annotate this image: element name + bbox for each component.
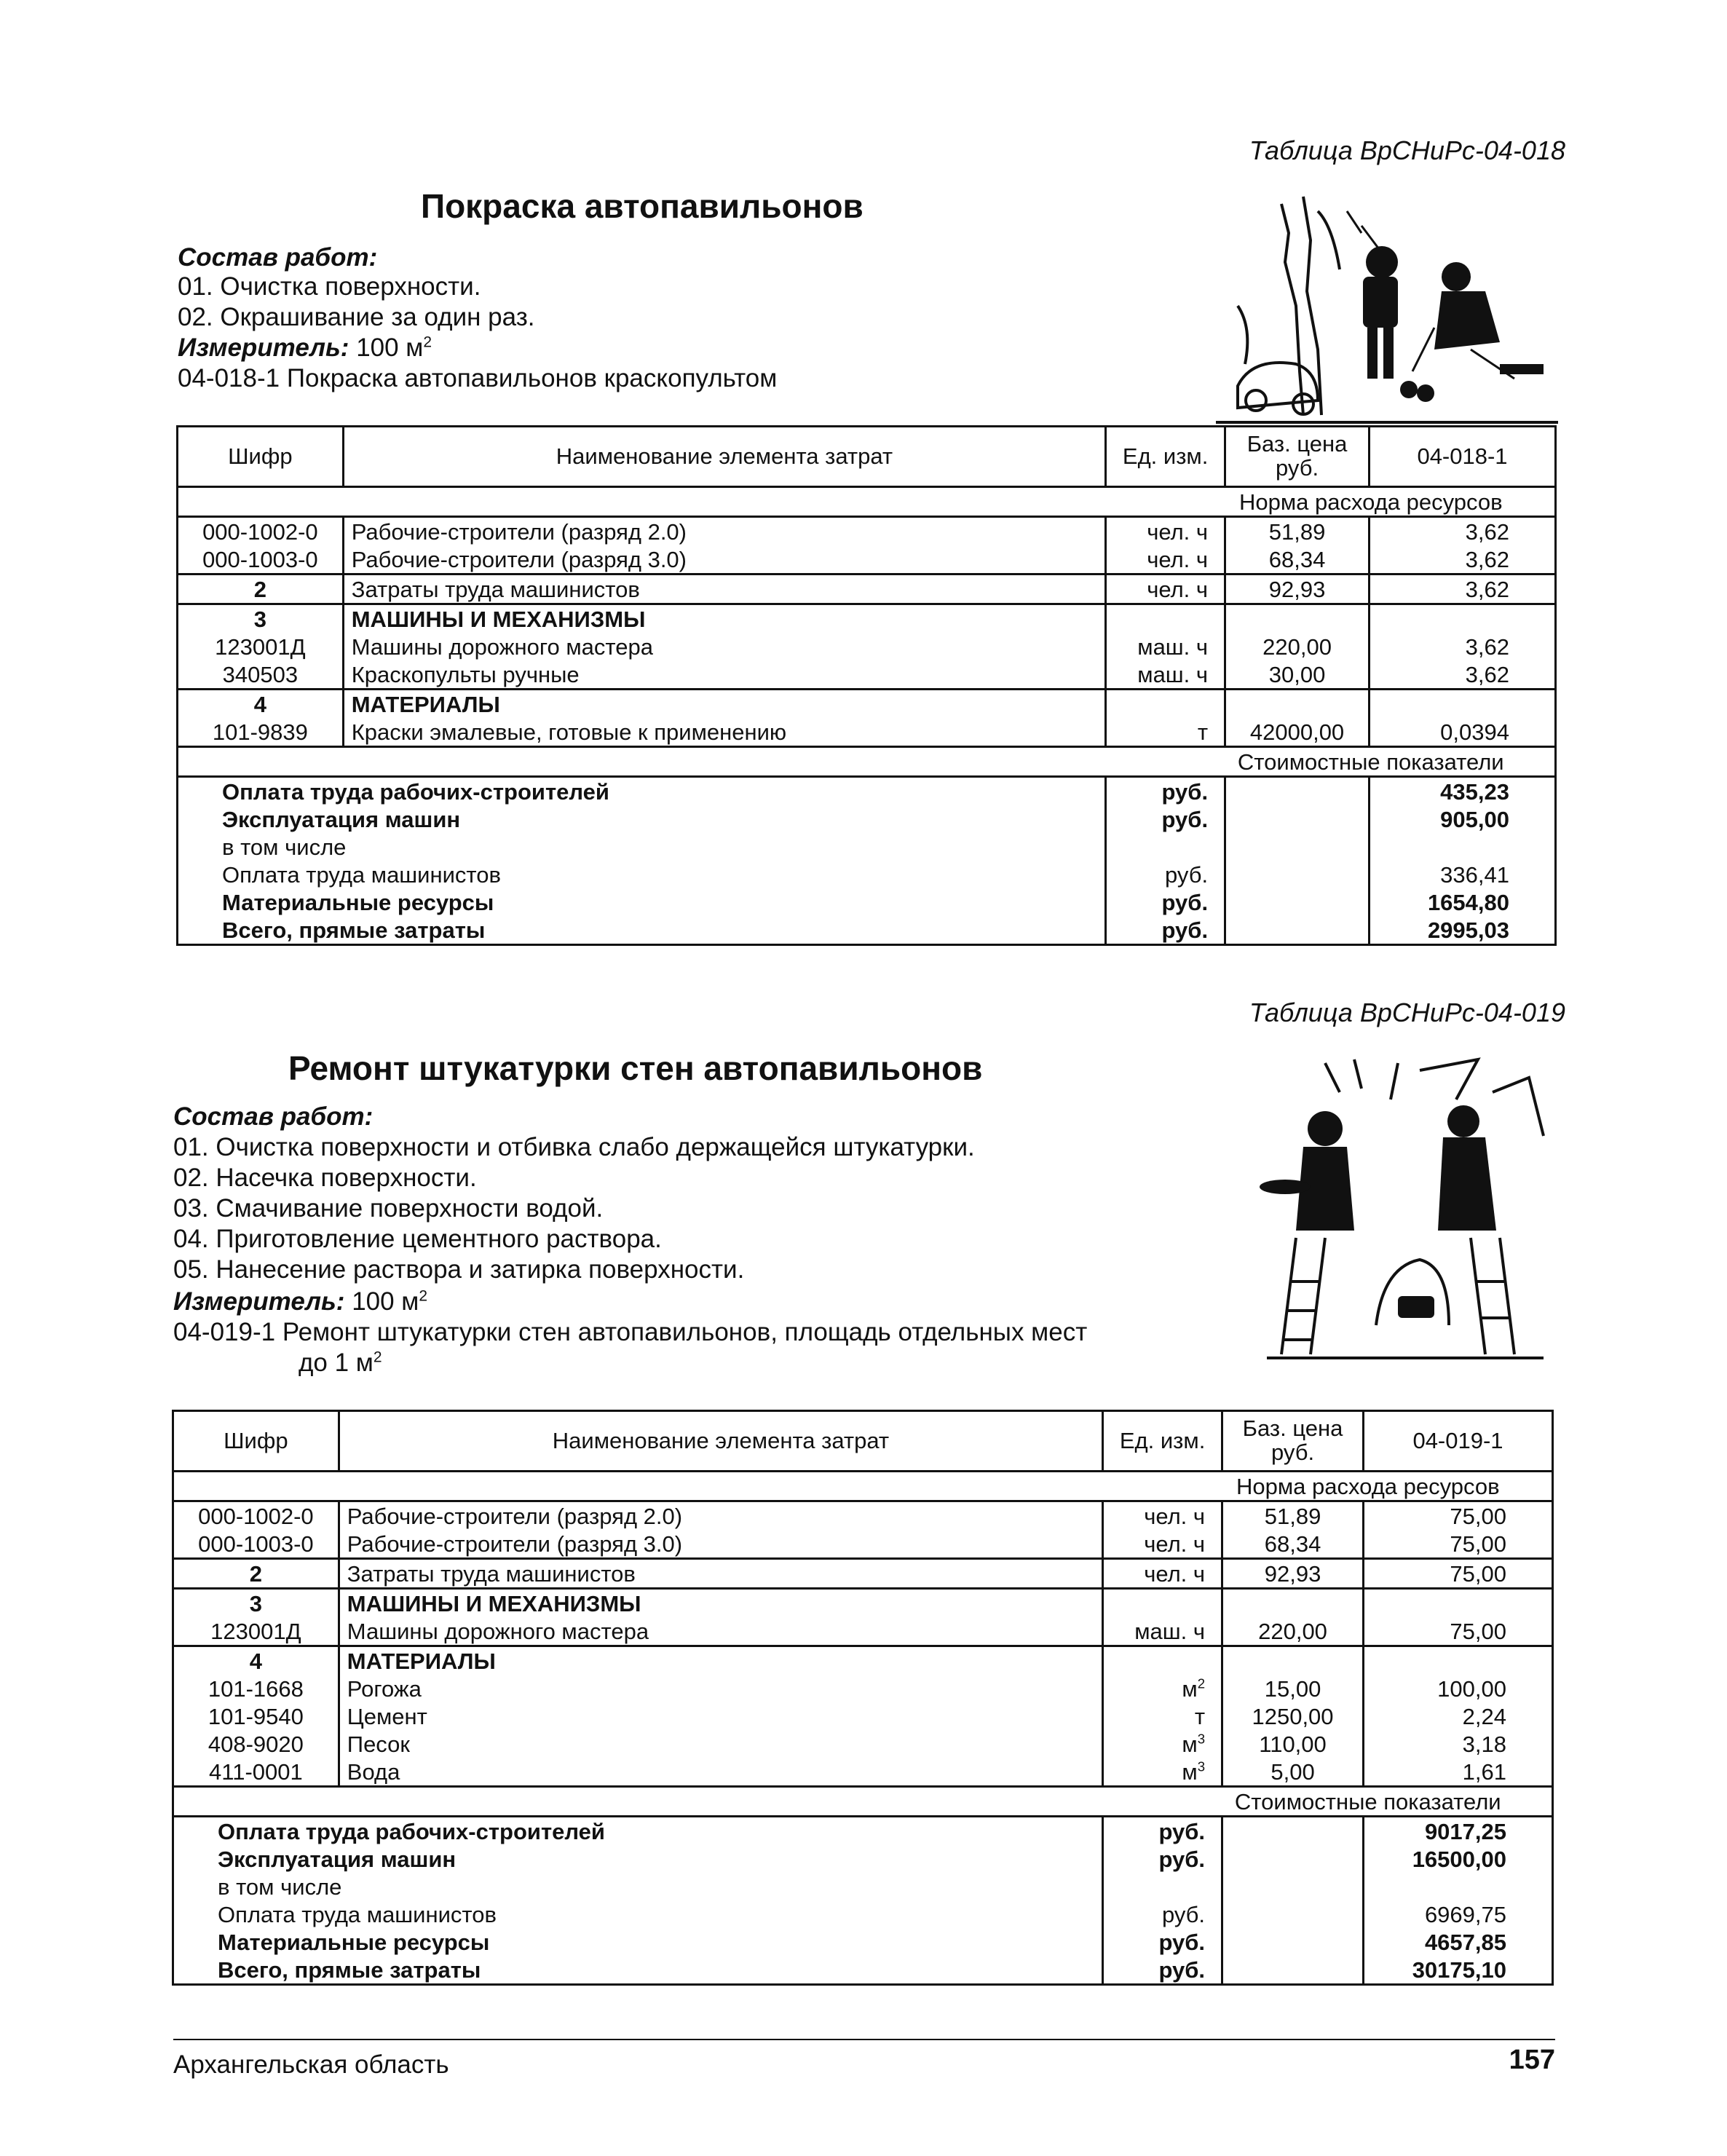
cost-label: Стоимостные показатели	[1225, 747, 1556, 777]
meter-line-018	[178, 333, 432, 363]
cost-row: Эксплуатация машин руб. 16500,00	[173, 1845, 1553, 1873]
table-row: 101-1668 Рогожа $м^2$ 15,00 100,00	[173, 1675, 1553, 1702]
header-code: Шифр	[173, 1411, 339, 1472]
meter-label: Измеритель:	[178, 333, 349, 362]
section-title-019: Ремонт штукатурки стен автопавильонов	[288, 1049, 983, 1087]
header-norm-code: 04-019-1	[1364, 1411, 1553, 1472]
table-row: 123001Д Машины дорожного мастера маш. ч 220,00 75,00	[173, 1617, 1553, 1646]
norm-label: Норма расхода ресурсов	[1222, 1472, 1553, 1501]
composition-label-018: Состав работ:	[178, 243, 378, 272]
meter-value: 100 м	[352, 1287, 419, 1316]
header-name: Наименование элемента затрат	[339, 1411, 1102, 1472]
plastering-workers-illustration	[1252, 1049, 1558, 1362]
cost-section-row	[178, 747, 1556, 777]
norm-section-row	[178, 487, 1556, 517]
step-019-2: 02. Насечка поверхности.	[173, 1164, 477, 1192]
cost-row: Всего, прямые затраты руб. 2995,03	[178, 916, 1556, 945]
code-line-018: 04-018-1 Покраска автопавильонов краскопультом	[178, 364, 778, 392]
step-018-1: 01. Очистка поверхности.	[178, 272, 481, 301]
composition-label-019: Состав работ:	[173, 1102, 374, 1131]
norm-label: Норма расхода ресурсов	[1225, 487, 1556, 517]
table-caption-018: Таблица ВрСНиРс-04-018	[1249, 135, 1565, 165]
header-norm-code: 04-018-1	[1370, 427, 1556, 487]
table-row: 000-1002-0 Рабочие-строители (разряд 2.0) чел. ч 51,89 3,62	[178, 517, 1556, 546]
table-row: 000-1003-0 Рабочие-строители (разряд 3.0) чел. ч 68,34 75,00	[173, 1530, 1553, 1559]
cost-table-018	[176, 425, 1557, 946]
cost-row: в том числе	[173, 1873, 1553, 1900]
step-019-3: 03. Смачивание поверхности водой.	[173, 1194, 604, 1223]
table-row: 411-0001 Вода $м^3$ 5,00 1,61	[173, 1758, 1553, 1787]
code-line-019-cont	[299, 1349, 382, 1378]
table-row: 101-9540 Цемент т 1250,00 2,24	[173, 1702, 1553, 1730]
meter-label: Измеритель:	[173, 1287, 345, 1316]
table-row: 000-1002-0 Рабочие-строители (разряд 2.0) чел. ч 51,89 75,00	[173, 1501, 1553, 1531]
step-019-1: 01. Очистка поверхности и отбивка слабо держащейся штукатурки.	[173, 1133, 975, 1161]
cost-label: Стоимостные показатели	[1222, 1787, 1553, 1817]
cost-table-019	[172, 1410, 1554, 1986]
header-code: Шифр	[178, 427, 344, 487]
cost-row: Всего, прямые затраты руб. 30175,10	[173, 1956, 1553, 1985]
cost-row: Материальные ресурсы руб. 1654,80	[178, 888, 1556, 916]
header-price: Баз. цена руб.	[1222, 1411, 1364, 1472]
cost-row: Оплата труда рабочих-строителей руб. 435,23	[178, 777, 1556, 806]
footer-region: Архангельская область	[173, 2050, 449, 2079]
table-caption-019: Таблица ВрСНиРс-04-019	[1249, 998, 1565, 1027]
table-row: 101-9839 Краски эмалевые, готовые к применению т 42000,00 0,0394	[178, 718, 1556, 747]
table-header-row	[173, 1411, 1553, 1472]
table-row: 123001Д Машины дорожного мастера маш. ч 220,00 3,62	[178, 633, 1556, 660]
table-row: 340503 Краскопульты ручные маш. ч 30,00 3,62	[178, 660, 1556, 690]
code-line-019: 04-019-1 Ремонт штукатурки стен автопавильонов, площадь отдельных мест	[173, 1318, 1088, 1346]
cost-row: Материальные ресурсы руб. 4657,85	[173, 1928, 1553, 1956]
step-018-2: 02. Окрашивание за один раз.	[178, 303, 535, 331]
header-price: Баз. цена руб.	[1225, 427, 1370, 487]
header-name: Наименование элемента затрат	[343, 427, 1105, 487]
footer-rule	[173, 2039, 1555, 2040]
cost-row: Оплата труда машинистов руб. 336,41	[178, 861, 1556, 888]
code-line2: до 1 м	[299, 1349, 374, 1377]
header-unit: Ед. изм.	[1103, 1411, 1222, 1472]
painting-workers-illustration	[1194, 182, 1580, 430]
norm-section-row	[173, 1472, 1553, 1501]
table-row: 3 МАШИНЫ И МЕХАНИЗМЫ	[178, 604, 1556, 633]
meter-sup: 2	[419, 1287, 428, 1305]
table-row: 4 МАТЕРИАЛЫ	[178, 690, 1556, 719]
page-number: 157	[1509, 2045, 1555, 2075]
table-row: 000-1003-0 Рабочие-строители (разряд 3.0) чел. ч 68,34 3,62	[178, 545, 1556, 574]
table-row: 3 МАШИНЫ И МЕХАНИЗМЫ	[173, 1589, 1553, 1618]
table-row: 2 Затраты труда машинистов чел. ч 92,93 3,62	[178, 574, 1556, 604]
table-row: 408-9020 Песок $м^3$ 110,00 3,18	[173, 1730, 1553, 1758]
cost-row: Оплата труда машинистов руб. 6969,75	[173, 1900, 1553, 1928]
section-title-018: Покраска автопавильонов	[421, 187, 864, 225]
table-header-row	[178, 427, 1556, 487]
header-unit: Ед. изм.	[1106, 427, 1225, 487]
step-019-5: 05. Нанесение раствора и затирка поверхности.	[173, 1255, 745, 1284]
table-row: 2 Затраты труда машинистов чел. ч 92,93 75,00	[173, 1559, 1553, 1589]
meter-line-019	[173, 1287, 427, 1316]
cost-row: Оплата труда рабочих-строителей руб. 9017,25	[173, 1817, 1553, 1846]
cost-row: в том числе	[178, 833, 1556, 861]
meter-value: 100 м	[356, 333, 424, 362]
cost-row: Эксплуатация машин руб. 905,00	[178, 805, 1556, 833]
meter-sup: 2	[423, 333, 432, 351]
cost-section-row	[173, 1787, 1553, 1817]
table-row: 4 МАТЕРИАЛЫ	[173, 1646, 1553, 1675]
step-019-4: 04. Приготовление цементного раствора.	[173, 1225, 662, 1253]
code-line2-sup: 2	[373, 1349, 382, 1366]
